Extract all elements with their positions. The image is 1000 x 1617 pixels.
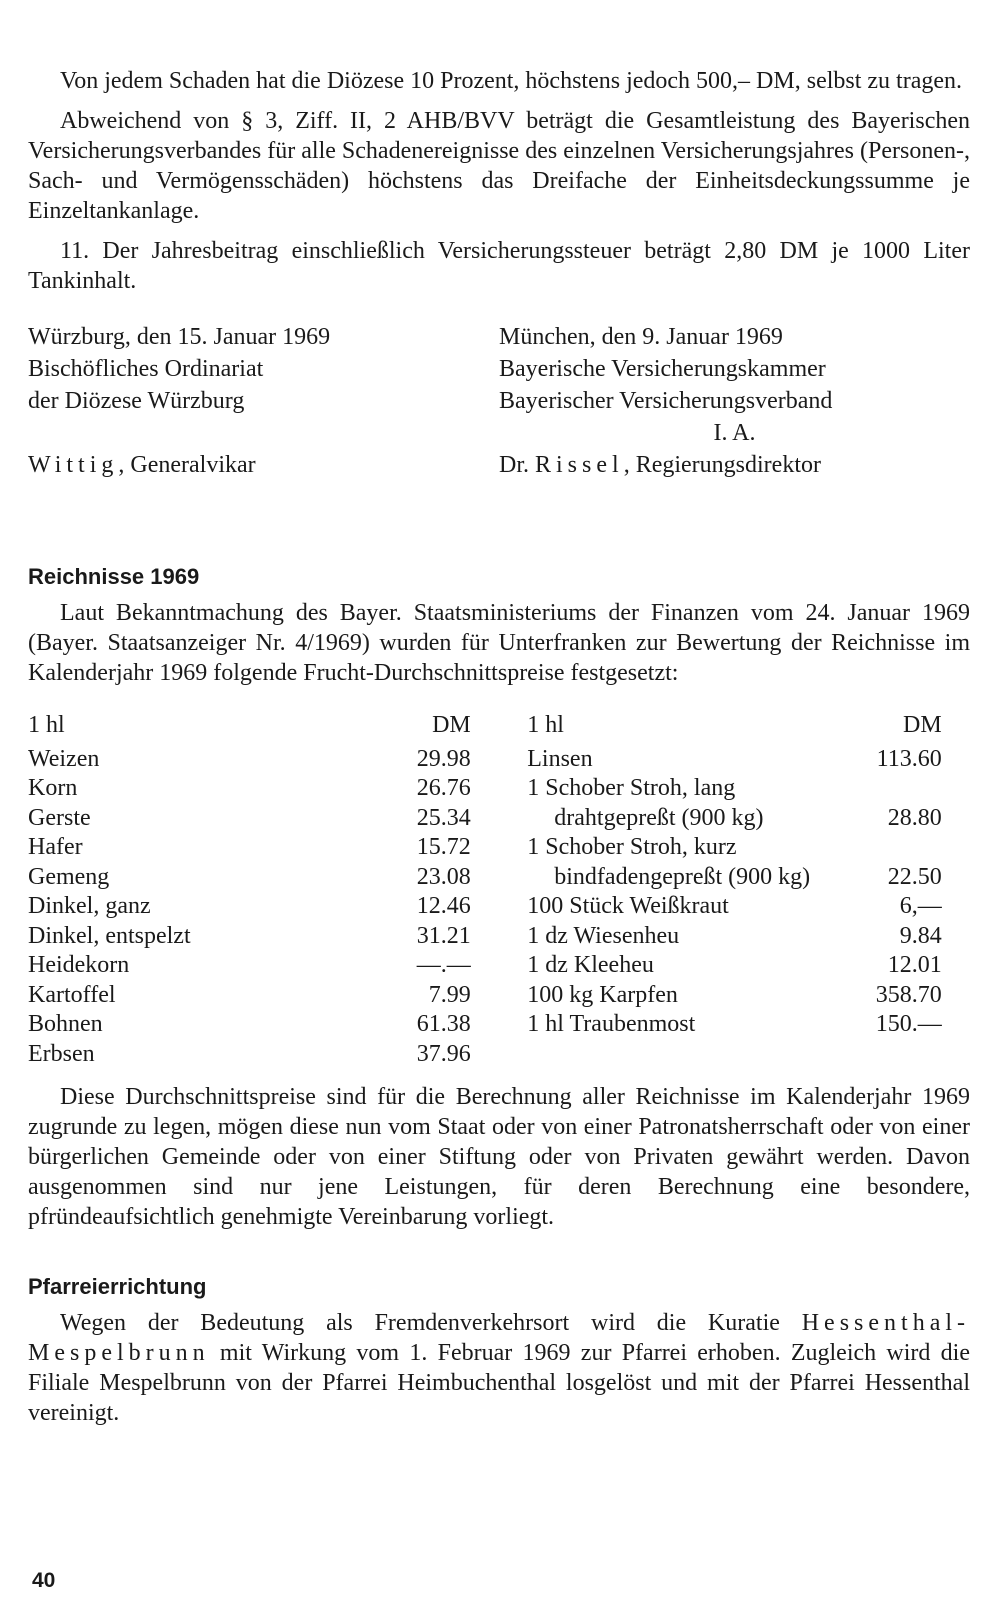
- price-left-item-name: Dinkel, entspelzt: [28, 922, 191, 949]
- table-row: [527, 803, 941, 833]
- signature-right-ia: I. A.: [713, 420, 756, 446]
- price-left-item-name: Heidekorn: [28, 952, 130, 978]
- price-left-item-price: 29.98: [416, 745, 471, 772]
- price-table-left: [28, 710, 471, 1068]
- reichnisse-heading: Reichnisse 1969: [28, 564, 200, 589]
- table-row: [28, 803, 471, 833]
- table-row: [28, 950, 471, 980]
- table-row: [527, 950, 941, 980]
- price-left-item-price: 12.46: [416, 893, 471, 919]
- price-left-item-name: Erbsen: [28, 1040, 95, 1067]
- price-right-item-name: Linsen: [527, 745, 593, 772]
- pfarrei-paragraph: [28, 1308, 970, 1428]
- signature-right: [499, 322, 970, 482]
- reichnisse-closing: Diese Durchschnittspreise sind für die Berechnung aller Reichnisse im Kalenderjahr 1969 zugrunde zu legen, mögen diese nun vom Staat oder von einer Patronatsherrschaft oder von einer bürgerlichen Gemeinde oder von einer Stiftung oder von Privaten gewährt werden. Davon ausgenommen sind nur jene Leistungen, für deren Berechnung eine besondere, pfründeaufsichtlich genehmigte Vereinbarung vorliegt.: [28, 1084, 970, 1230]
- table-row: [527, 980, 941, 1010]
- price-left-item-price: 23.08: [416, 863, 471, 890]
- price-left-item-price: 37.96: [416, 1040, 471, 1067]
- price-left-item-name: Gerste: [28, 804, 91, 831]
- signature-right-prefix: Dr.: [499, 452, 529, 478]
- table-row: [527, 891, 941, 921]
- intro-paragraph-1: Von jedem Schaden hat die Diözese 10 Prozent, höchstens jedoch 500,– DM, selbst zu tragen.: [60, 68, 963, 94]
- signature-block: [28, 322, 970, 482]
- signature-left-name-line: [28, 450, 499, 482]
- price-right-item-price: 113.60: [876, 745, 942, 772]
- table-row: [527, 832, 941, 862]
- price-left-item-price: 7.99: [428, 981, 471, 1008]
- signature-left-org1: Bischöfliches Ordinariat: [28, 356, 264, 382]
- price-left-item-name: Gemeng: [28, 863, 110, 890]
- table-row: [28, 832, 471, 862]
- price-right-item-name: 100 Stück Weißkraut: [527, 893, 729, 919]
- price-table-left-unit: 1 hl: [28, 712, 65, 738]
- signature-right-place-date: München, den 9. Januar 1969: [499, 324, 783, 350]
- table-row: [527, 773, 941, 803]
- table-row: [527, 862, 941, 892]
- table-row: [527, 921, 941, 951]
- price-left-item-price: 26.76: [416, 775, 471, 801]
- price-right-item-price: 9.84: [899, 922, 942, 949]
- price-table-left-header: [28, 710, 471, 740]
- price-left-item-name: Dinkel, ganz: [28, 893, 151, 919]
- price-table-left-currency: DM: [432, 712, 471, 738]
- price-table-right: [527, 710, 941, 1068]
- signature-left: [28, 322, 499, 482]
- price-left-item-name: Bohnen: [28, 1011, 103, 1037]
- price-tables: [28, 710, 970, 1068]
- table-row: [527, 744, 941, 774]
- price-right-item-price: 358.70: [875, 981, 942, 1008]
- intro-paragraph-2: Abweichend von § 3, Ziff. II, 2 AHB/BVV beträgt die Gesamtleistung des Bayerischen Versicherungsverbandes für alle Schadenereignisse des einzelnen Versicherungsjahres (Personen-, Sach- und Vermögensschäden) höchstens das Dreifache der Einheitsdeckungssumme je Einzeltankanlage.: [28, 108, 970, 224]
- table-row: [28, 921, 471, 951]
- price-table-right-header: [527, 710, 941, 740]
- price-right-item-name: 1 hl Traubenmost: [527, 1011, 696, 1037]
- price-right-item-price: 22.50: [887, 863, 942, 890]
- signature-left-place-date: Würzburg, den 15. Januar 1969: [28, 324, 331, 350]
- price-right-item-price: 12.01: [887, 952, 942, 978]
- price-right-item-name: 1 dz Kleeheu: [527, 952, 654, 978]
- table-row: [28, 980, 471, 1010]
- table-row: [527, 1009, 941, 1039]
- price-right-item-name: bindfadengepreßt (900 kg): [554, 863, 811, 890]
- price-table-right-currency: DM: [903, 712, 942, 738]
- signature-left-name: Wittig: [28, 452, 119, 478]
- signature-right-name-line: [499, 450, 970, 482]
- price-left-item-price: 25.34: [416, 804, 471, 831]
- price-left-item-name: Hafer: [28, 834, 83, 860]
- pfarrei-place: Hessenthal-Mespelbrunn: [28, 1310, 970, 1366]
- price-right-item-name: 100 kg Karpfen: [527, 981, 678, 1008]
- table-row: [28, 773, 471, 803]
- price-left-item-price: —.—: [416, 952, 471, 978]
- table-row: [28, 744, 471, 774]
- table-row: [28, 1009, 471, 1039]
- document-page: [28, 66, 970, 1428]
- price-table-right-unit: 1 hl: [527, 712, 564, 738]
- price-left-item-name: Kartoffel: [28, 981, 116, 1008]
- intro-paragraph-3: 11. Der Jahresbeitrag einschließlich Versicherungssteuer beträgt 2,80 DM je 1000 Liter Tankinhalt.: [28, 238, 970, 294]
- price-right-item-name: 1 dz Wiesenheu: [527, 922, 680, 949]
- price-right-item-name: 1 Schober Stroh, kurz: [527, 834, 737, 860]
- price-left-item-price: 15.72: [416, 834, 471, 860]
- table-row: [28, 862, 471, 892]
- price-left-item-name: Korn: [28, 775, 78, 801]
- price-left-item-price: 61.38: [416, 1011, 471, 1037]
- signature-left-org2: der Diözese Würzburg: [28, 388, 245, 414]
- price-right-item-price: 28.80: [887, 804, 942, 831]
- signature-right-name: Rissel: [535, 452, 624, 478]
- price-right-item-price: 6,—: [899, 893, 942, 919]
- price-left-item-price: 31.21: [416, 922, 471, 949]
- price-right-item-name: drahtgepreßt (900 kg): [554, 804, 764, 831]
- pfarrei-text-after: mit Wirkung vom 1. Februar 1969 zur Pfarrei erhoben. Zugleich wird die Filiale Mespelbrunn von der Pfarrei Heimbuchenthal losgelöst und mit der Pfarrei Hessenthal vereinigt.: [28, 1340, 970, 1426]
- pfarrei-text-before: Wegen der Bedeutung als Fremdenverkehrsort wird die Kuratie: [60, 1310, 802, 1336]
- reichnisse-intro: Laut Bekanntmachung des Bayer. Staatsministeriums der Finanzen vom 24. Januar 1969 (Bayer. Staatsanzeiger Nr. 4/1969) wurden für Unterfranken zur Bewertung der Reichnisse im Kalenderjahr 1969 folgende Frucht-Durchschnittspreise festgesetzt:: [28, 600, 970, 686]
- price-left-item-name: Weizen: [28, 745, 100, 772]
- signature-left-title: , Generalvikar: [118, 452, 256, 478]
- signature-right-org1: Bayerische Versicherungskammer: [499, 356, 826, 382]
- table-row: [28, 891, 471, 921]
- price-right-item-name: 1 Schober Stroh, lang: [527, 775, 736, 801]
- pfarrei-heading: Pfarreierrichtung: [28, 1274, 207, 1299]
- table-row: [28, 1039, 471, 1069]
- signature-right-org2: Bayerischer Versicherungsverband: [499, 388, 833, 414]
- signature-right-title: , Regierungsdirektor: [623, 452, 821, 478]
- page-number: 40: [32, 1569, 56, 1592]
- price-right-item-price: 150.—: [875, 1011, 942, 1037]
